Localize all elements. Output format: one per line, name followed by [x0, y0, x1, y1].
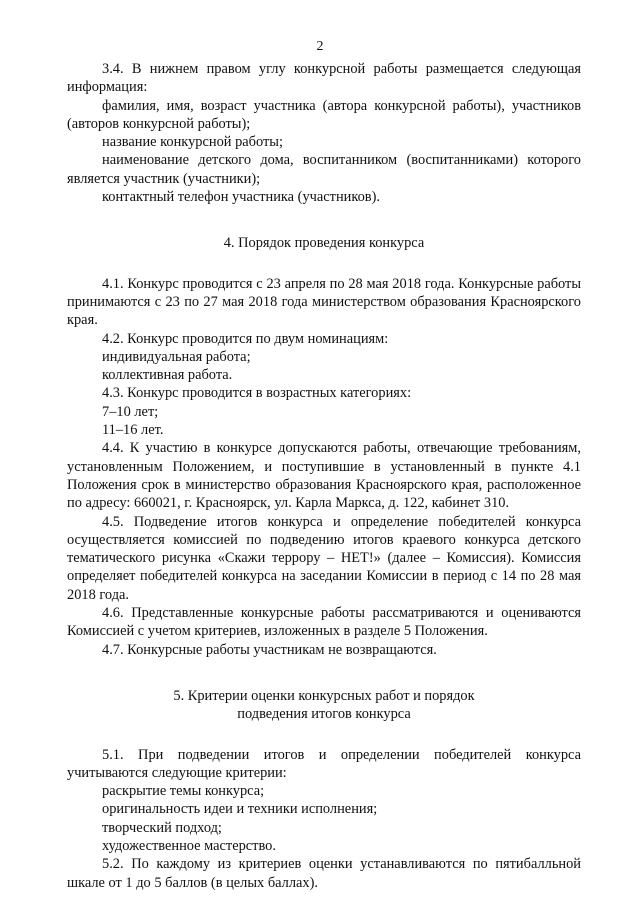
document-body — [67, 60, 581, 892]
section-3-continuation — [67, 60, 581, 206]
list-item: название конкурсной работы; — [102, 134, 283, 151]
paragraph-4-4: 4.4. К участию в конкурсе допускаются работы, отвечающие требованиям, установленным Положением, и поступившие в установленный в пункте 4.1 Положения срок в министерство образования Красноярского края, расположенное по адресу: 660021, г. Красноярск, ул. Карла Маркса, д. 122, кабинет 310. — [67, 440, 581, 512]
list-item: творческий подход; — [102, 819, 222, 836]
list-item: 7–10 лет; — [102, 403, 159, 420]
section-5-heading-line-2: подведения итогов конкурса — [237, 706, 411, 723]
paragraph-3-4: 3.4. В нижнем правом углу конкурсной работы размещается следующая информация: — [67, 61, 581, 96]
page-number: 2 — [316, 39, 324, 54]
paragraph-4-6: 4.6. Представленные конкурсные работы рассматриваются и оцениваются Комиссией с учетом критериев, изложенных в разделе 5 Положения. — [67, 605, 581, 640]
list-item: индивидуальная работа; — [102, 348, 251, 365]
section-5 — [67, 746, 581, 892]
paragraph-5-1: 5.1. При подведении итогов и определении победителей конкурса учитываются следующие критерии: — [67, 746, 581, 781]
paragraph-4-5: 4.5. Подведение итогов конкурса и определение победителей конкурса осуществляется комиссией по подведению итогов краевого конкурса детского тематического рисунка «Скажи террору – НЕТ!» (далее – Комиссия). Комиссия определяет победителей конкурса на заседании Комиссии в период с 14 по 28 мая 2018 года. — [67, 513, 581, 603]
list-item: контактный телефон участника (участников). — [102, 189, 380, 206]
paragraph-4-3: 4.3. Конкурс проводится в возрастных категориях: — [102, 385, 412, 402]
paragraph-4-1: 4.1. Конкурс проводится с 23 апреля по 28 мая 2018 года. Конкурсные работы принимаются с 23 по 27 мая 2018 года министерством образования Красноярского края. — [67, 275, 581, 329]
paragraph-4-7: 4.7. Конкурсные работы участникам не возвращаются. — [102, 641, 437, 658]
list-item: наименование детского дома, воспитанником (воспитанниками) которого является участник (участники); — [67, 152, 581, 187]
list-item: оригинальность идеи и техники исполнения; — [102, 801, 378, 818]
section-5-heading — [67, 687, 581, 724]
section-4 — [67, 275, 581, 659]
paragraph-5-2: 5.2. По каждому из критериев оценки устанавливаются по пятибалльной шкале от 1 до 5 баллов (в целых баллах). — [67, 856, 581, 891]
paragraph-4-2: 4.2. Конкурс проводится по двум номинациям: — [102, 330, 389, 347]
list-item: коллективная работа. — [102, 367, 233, 384]
list-item: фамилия, имя, возраст участника (автора конкурсной работы), участников (авторов конкурсной работы); — [67, 97, 581, 132]
section-5-heading-line-1: 5. Критерии оценки конкурсных работ и порядок — [173, 687, 475, 704]
list-item: раскрытие темы конкурса; — [102, 783, 265, 800]
list-item: 11–16 лет. — [102, 422, 164, 439]
section-4-heading: 4. Порядок проведения конкурса — [223, 235, 425, 252]
list-item: художественное мастерство. — [102, 837, 276, 854]
